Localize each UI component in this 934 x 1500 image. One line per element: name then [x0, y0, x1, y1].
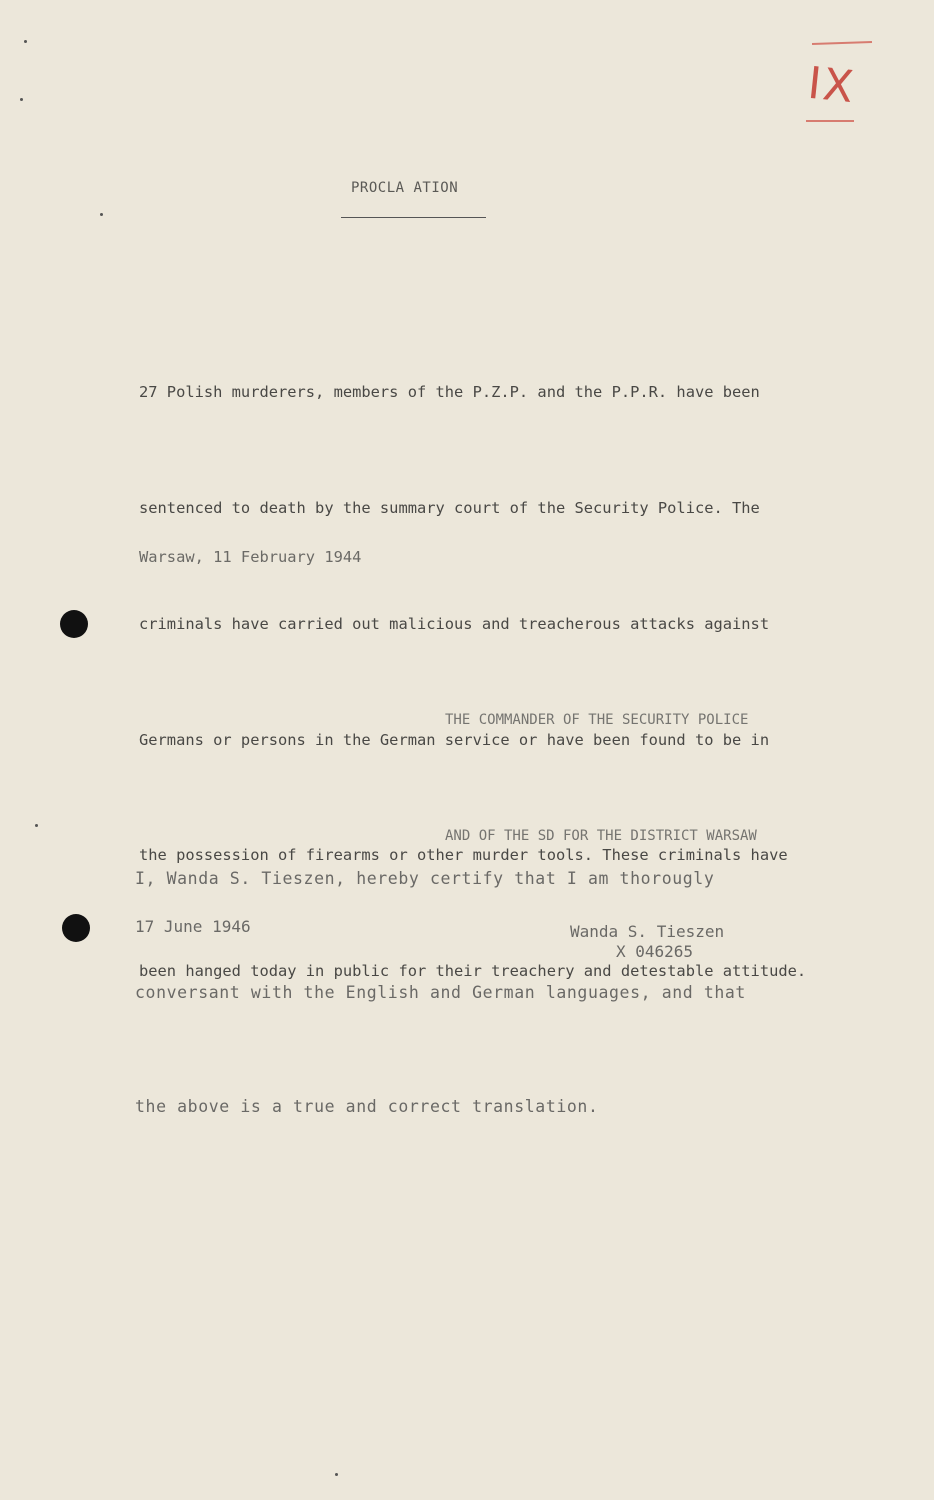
signature-line: THE COMMANDER OF THE SECURITY POLICE [445, 712, 749, 728]
body-line: the possession of firearms or other murder tools. These criminals have [139, 846, 788, 865]
translator-id: X 046265 [616, 942, 694, 961]
document-title: PROCLA ATION [351, 180, 459, 196]
exhibit-mark-upper-line [812, 41, 872, 45]
translator-name: Wanda S. Tieszen [570, 922, 725, 941]
certification-line: conversant with the English and German languages, and that [135, 983, 746, 1002]
paper-speck [100, 213, 103, 216]
dateline: Warsaw, 11 February 1944 [139, 548, 362, 566]
body-line: been hanged today in public for their treachery and detestable attitude. [139, 962, 807, 981]
paper-speck [24, 40, 27, 43]
body-line: Germans or persons in the German service or have been found to be in [139, 730, 770, 749]
translator-signature [570, 922, 724, 962]
exhibit-mark: IX [805, 57, 858, 114]
certification-date: 17 June 1946 [135, 917, 251, 936]
title-underline [341, 217, 486, 218]
body-line: criminals have carried out malicious and treacherous attacks against [139, 614, 770, 633]
certification-line: I, Wanda S. Tieszen, hereby certify that I am thorougly [135, 869, 715, 888]
body-line: 27 Polish murderers, members of the P.Z.P. and the P.P.R. have been [139, 383, 760, 402]
translator-certification [135, 784, 835, 1202]
certification-line: the above is a true and correct translation. [135, 1097, 599, 1116]
body-line: sentenced to death by the summary court of the Security Police. The [139, 498, 760, 517]
punch-hole-bottom [62, 914, 90, 942]
paper-speck [35, 824, 38, 827]
paper-speck [20, 98, 23, 101]
punch-hole-top [60, 610, 88, 638]
paper-speck [335, 1473, 338, 1476]
exhibit-mark-lower-line [806, 120, 854, 122]
signature-line: AND OF THE SD FOR THE DISTRICT WARSAW [445, 827, 757, 844]
